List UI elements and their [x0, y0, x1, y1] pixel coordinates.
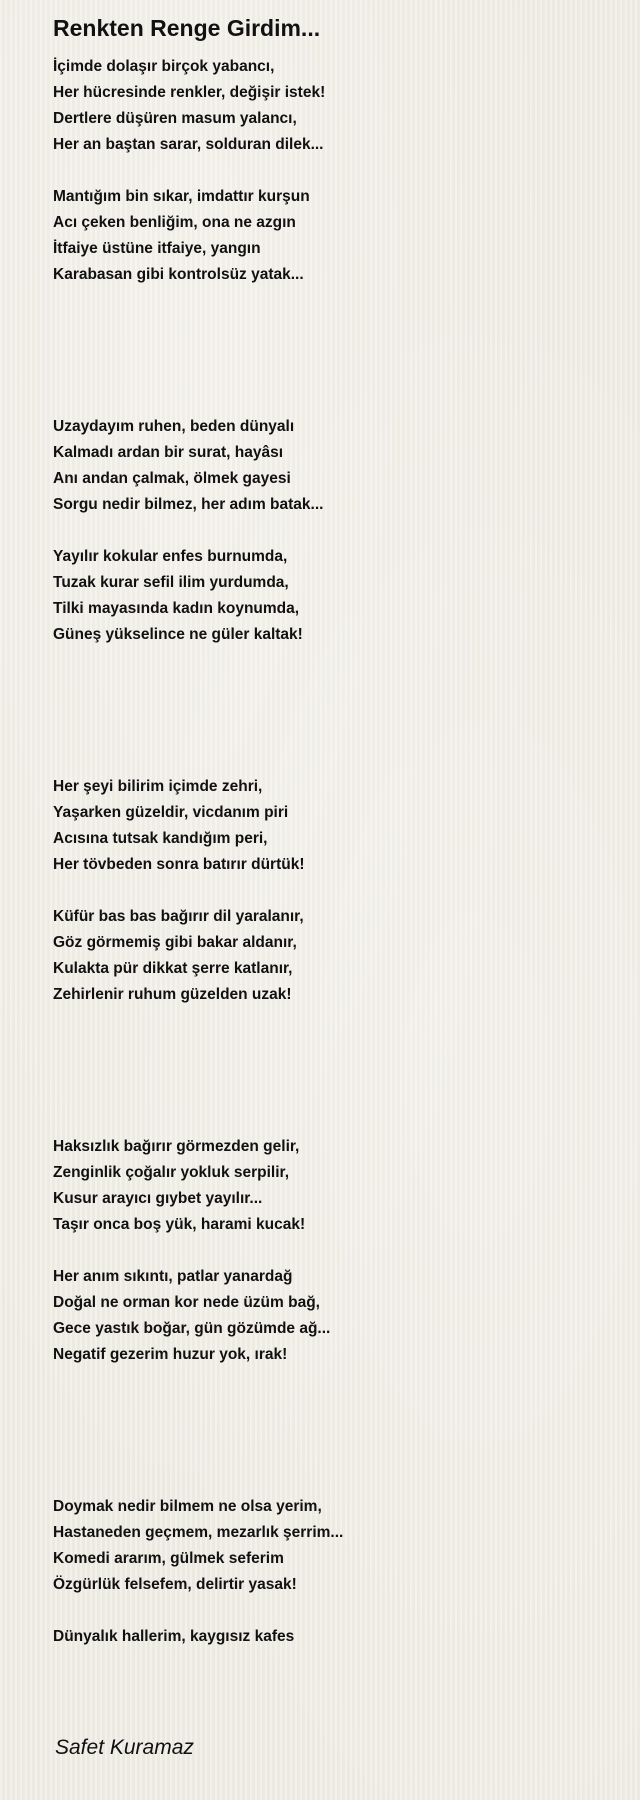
- poem-stanza: [53, 1624, 613, 1650]
- poem-line: Yaşarken güzeldir, vicdanım piri: [53, 804, 289, 821]
- poem-line: Göz görmemiş gibi bakar aldanır,: [53, 934, 297, 951]
- poem-line: Taşır onca boş yük, harami kucak!: [53, 1216, 306, 1233]
- poem-line: Güneş yükselince ne güler kaltak!: [53, 626, 303, 643]
- poem-section: [53, 774, 613, 1008]
- poem-line: Her şeyi bilirim içimde zehri,: [53, 778, 263, 795]
- poem-section: [53, 54, 613, 288]
- poem-stanza: [53, 774, 613, 878]
- poem-section: [53, 1134, 613, 1368]
- author-signature[interactable]: Safet Kuramaz: [55, 1736, 194, 1759]
- poem-line: Gece yastık boğar, gün gözümde ağ...: [53, 1320, 331, 1337]
- poem-line: Komedi ararım, gülmek seferim: [53, 1550, 284, 1567]
- poem-line: Anı andan çalmak, ölmek gayesi: [53, 470, 291, 487]
- poem-line: Zehirlenir ruhum güzelden uzak!: [53, 986, 292, 1003]
- poem-line: Hastaneden geçmem, mezarlık şerrim...: [53, 1524, 344, 1541]
- poem-line: Özgürlük felsefem, delirtir yasak!: [53, 1576, 297, 1593]
- poem-line: Haksızlık bağırır görmezden gelir,: [53, 1138, 300, 1155]
- stanza-gap: [53, 158, 613, 184]
- poem-line: İçimde dolaşır birçok yabancı,: [53, 58, 275, 75]
- poem-stanza: [53, 414, 613, 518]
- poem-line: Acısına tutsak kandığım peri,: [53, 830, 268, 847]
- section-gap: [53, 648, 613, 774]
- poem-stanza: [53, 544, 613, 648]
- poem-line: Karabasan gibi kontrolsüz yatak...: [53, 266, 304, 283]
- stanza-gap: [53, 878, 613, 904]
- stanza-gap: [53, 1238, 613, 1264]
- poem-line: Sorgu nedir bilmez, her adım batak...: [53, 496, 324, 513]
- poem-stanza: [53, 1134, 613, 1238]
- poem-line: Kulakta pür dikkat şerre katlanır,: [53, 960, 293, 977]
- poem-line: Küfür bas bas bağırır dil yaralanır,: [53, 908, 304, 925]
- poem-line: Tilki mayasında kadın koynumda,: [53, 600, 300, 617]
- poem-body: [53, 54, 613, 1650]
- poem-line: Her hücresinde renkler, değişir istek!: [53, 84, 326, 101]
- poem-line: Kalmadı ardan bir surat, hayâsı: [53, 444, 284, 461]
- poem-stanza: [53, 904, 613, 1008]
- poem-line: Yayılır kokular enfes burnumda,: [53, 548, 288, 565]
- section-gap: [53, 1008, 613, 1134]
- poem-line: Uzaydayım ruhen, beden dünyalı: [53, 418, 295, 435]
- poem-line: Kusur arayıcı gıybet yayılır...: [53, 1190, 263, 1207]
- poem-line: Her tövbeden sonra batırır dürtük!: [53, 856, 305, 873]
- section-gap: [53, 1368, 613, 1494]
- section-gap: [53, 288, 613, 414]
- poem-line: Her anım sıkıntı, patlar yanardağ: [53, 1268, 293, 1285]
- poem-stanza: [53, 1494, 613, 1598]
- poem-line: Dünyalık hallerim, kaygısız kafes: [53, 1628, 295, 1645]
- poem-stanza: [53, 184, 613, 288]
- poem-line: Her an baştan sarar, solduran dilek...: [53, 136, 324, 153]
- poem-section: [53, 414, 613, 648]
- poem-container: [53, 10, 613, 1650]
- poem-section: [53, 1494, 613, 1650]
- poem-line: Dertlere düşüren masum yalancı,: [53, 110, 297, 127]
- stanza-gap: [53, 518, 613, 544]
- poem-line: Negatif gezerim huzur yok, ırak!: [53, 1346, 288, 1363]
- poem-line: İtfaiye üstüne itfaiye, yangın: [53, 240, 261, 257]
- poem-line: Acı çeken benliğim, ona ne azgın: [53, 214, 296, 231]
- poem-line: Doğal ne orman kor nede üzüm bağ,: [53, 1294, 320, 1311]
- poem-line: Mantığım bin sıkar, imdattır kurşun: [53, 188, 310, 205]
- poem-stanza: [53, 54, 613, 158]
- poem-line: Tuzak kurar sefil ilim yurdumda,: [53, 574, 289, 591]
- poem-title: Renkten Renge Girdim...: [53, 15, 321, 41]
- poem-line: Zenginlik çoğalır yokluk serpilir,: [53, 1164, 290, 1181]
- stanza-gap: [53, 1598, 613, 1624]
- poem-line: Doymak nedir bilmem ne olsa yerim,: [53, 1498, 322, 1515]
- poem-stanza: [53, 1264, 613, 1368]
